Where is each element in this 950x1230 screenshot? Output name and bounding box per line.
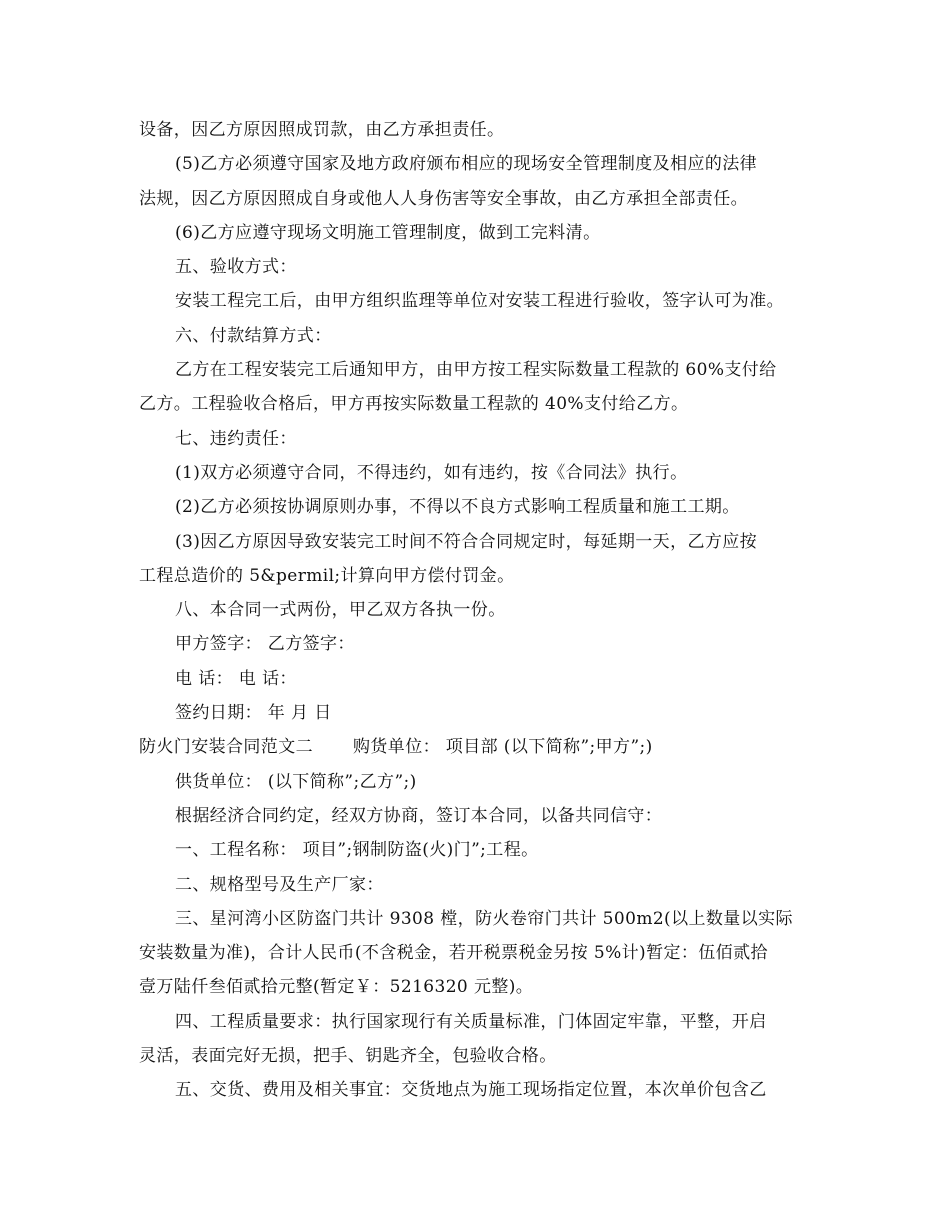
text-line: 根据经济合同约定，经双方协商，签订本合同，以备共同信守： — [175, 805, 663, 826]
text-line: (6)乙方应遵守现场文明施工管理制度，做到工完料清。 — [175, 222, 601, 243]
text-line: 三、星河湾小区防盗门共计 9308 樘，防火卷帘门共计 500m2(以上数量以实际 — [175, 908, 793, 929]
text-line: 灵活，表面完好无损，把手、钥匙齐全，包验收合格。 — [139, 1046, 557, 1067]
text-line — [139, 730, 830, 764]
text-line: 八、本合同一式两份，甲乙双方各执一份。 — [175, 600, 506, 621]
text-line: 安装工程完工后，由甲方组织监理等单位对安装工程进行验收，签字认可为准。 — [175, 291, 784, 312]
phone-line: 电 话： 电 话： — [175, 668, 297, 689]
text-line: 设备，因乙方原因照成罚款，由乙方承担责任。 — [139, 120, 505, 140]
section-heading: 五、验收方式： — [175, 257, 297, 278]
supplier-line: 供货单位： (以下简称”;乙方”;) — [175, 771, 417, 792]
text-line: 法规，因乙方原因照成自身或他人人身伤害等安全事故，由乙方承担全部责任。 — [139, 188, 748, 209]
section-heading: 七、违约责任： — [175, 428, 297, 449]
document-title: 防火门安装合同范文二 — [139, 737, 313, 758]
text-line: 五、交货、费用及相关事宜：交货地点为施工现场指定位置，本次单价包含乙 — [175, 1080, 767, 1101]
text-line: 壹万陆仟叁佰贰拾元整(暂定￥：5216320 元整)。 — [139, 977, 534, 998]
text-line: (5)乙方必须遵守国家及地方政府颁布相应的现场安全管理制度及相应的法律 — [175, 154, 758, 175]
text-line: 工程总造价的 5&permil;计算向甲方偿付罚金。 — [139, 565, 515, 586]
text-line: (1)双方必须遵守合同，不得违约，如有违约，按《合同法》执行。 — [175, 462, 688, 483]
text-line: 一、工程名称： 项目”;钢制防盗(火)门”;工程。 — [175, 840, 539, 861]
buyer-line: 购货单位： 项目部 (以下简称”;甲方”;) — [353, 737, 653, 758]
text-line: (2)乙方必须按协调原则办事，不得以不良方式影响工程质量和施工工期。 — [175, 497, 740, 518]
signature-line: 甲方签字： 乙方签字： — [175, 634, 355, 655]
text-line: 安装数量为准)，合计人民币(不含税金，若开税票税金另按 5%计)暂定：伍佰贰拾 — [139, 943, 768, 964]
text-line: 乙方。工程验收合格后，甲方再按实际数量工程款的 40%支付给乙方。 — [139, 394, 689, 415]
date-line: 签约日期： 年 月 日 — [175, 703, 332, 724]
text-line: 二、规格型号及生产厂家： — [175, 874, 384, 895]
text-line: (3)因乙方原因导致安装完工时间不符合合同规定时，每延期一天，乙方应按 — [175, 531, 758, 552]
text-line: 乙方在工程安装完工后通知甲方，由甲方按工程实际数量工程款的 60%支付给 — [175, 360, 777, 381]
section-heading: 六、付款结算方式： — [175, 325, 332, 346]
text-line: 四、工程质量要求：执行国家现行有关质量标准，门体固定牢靠，平整，开启 — [175, 1011, 767, 1032]
